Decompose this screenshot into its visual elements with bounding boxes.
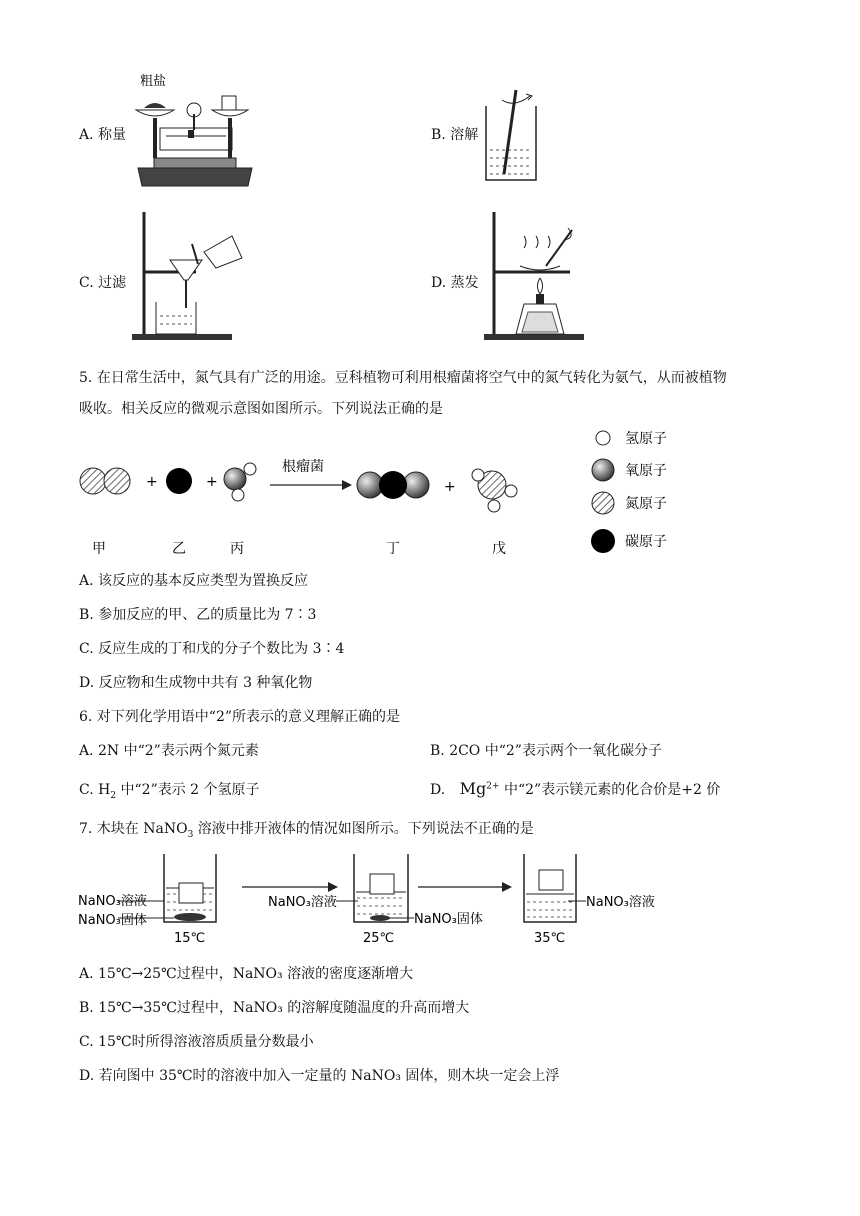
q6-stem: 6. 对下列化学用语中“2”所表示的意义理解正确的是 [79,709,401,725]
sol-label-3: NaNO₃溶液 [586,895,655,910]
name-wu: 戊 [492,541,506,557]
temp-1: 15℃ [174,931,206,946]
q5-option-c: C. 反应生成的丁和戊的分子个数比为 3∶4 [79,641,345,657]
q6-c-post: 中“2”表示 2 个氢原子 [116,782,260,798]
q7-option-d: D. 若向图中 35℃时的溶液中加入一定量的 NaNO₃ 固体，则木块一定会上浮 [79,1068,560,1084]
q6-option-a: A. 2N 中“2”表示两个氮元素 [79,743,259,759]
name-ding: 丁 [386,541,400,557]
q7-stem-sub: 3 [187,829,194,840]
solid-label-1: NaNO₃固体 [78,913,147,928]
legend-oxygen: 氧原子 [625,463,667,479]
evaporation-figure [480,208,590,342]
beaker-15c [164,854,216,922]
crude-salt-label: 粗盐 [140,74,167,89]
molecule-yi [166,468,192,494]
sol-label-2: NaNO₃溶液 [268,895,337,910]
q6-c-pre: C. H [79,782,111,798]
name-jia: 甲 [92,541,106,557]
beaker-diagram [78,850,718,946]
option-d-label: D. 蒸发 [431,275,479,291]
plus-3: + [444,479,456,495]
molecule-jia [80,468,130,494]
molecule-bing [224,463,256,501]
q6-option-c [79,779,260,801]
q6-d-symbol: Mg [459,779,487,798]
plus-1: + [146,474,158,490]
q5-option-b: B. 参加反应的甲、乙的质量比为 7∶3 [79,607,317,623]
name-yi: 乙 [172,541,186,557]
q7-stem-pre: 7. 木块在 NaNO [79,821,188,837]
legend [591,431,667,553]
q6-c-sub: 2 [110,790,117,801]
q5-option-a: A. 该反应的基本反应类型为置换反应 [79,573,309,589]
name-bing: 丙 [230,541,244,557]
legend-carbon: 碳原子 [625,534,667,550]
reaction-diagram [70,425,770,565]
legend-nitrogen: 氮原子 [625,496,667,512]
q5-stem-line1: 5. 在日常生活中，氮气具有广泛的用途。豆科植物可利用根瘤菌将空气中的氮气转化为氨气，从而被植物 [79,370,727,386]
temp-3: 35℃ [534,931,566,946]
q7-option-a: A. 15℃→25℃过程中，NaNO₃ 溶液的密度逐渐增大 [79,966,414,982]
balance-figure [130,70,260,192]
q6-d-pre: D. [430,782,450,798]
q7-option-c: C. 15℃时所得溶液溶质质量分数最小 [79,1034,314,1050]
arrow-label: 根瘤菌 [282,459,324,475]
q6-option-d [430,779,720,799]
q5-stem-line2: 吸收。相关反应的微观示意图如图所示。下列说法正确的是 [79,401,443,417]
beaker-25c [354,854,408,922]
q6-d-post: 中“2”表示镁元素的化合价是+2 价 [499,782,721,798]
plus-2: + [206,474,218,490]
q6-option-b: B. 2CO 中“2”表示两个一氧化碳分子 [430,743,662,759]
option-a-label: A. 称量 [79,127,127,143]
molecule-wu [472,469,517,512]
option-c-label: C. 过滤 [79,275,127,291]
molecule-ding [357,471,429,499]
q6-d-sup: 2+ [486,781,500,792]
filtration-figure [126,208,246,342]
solid-label-2: NaNO₃固体 [414,912,483,927]
beaker-35c [524,854,576,922]
legend-hydrogen: 氢原子 [625,431,667,447]
q7-option-b: B. 15℃→35℃过程中，NaNO₃ 的溶解度随温度的升高而增大 [79,1000,470,1016]
q7-stem-post: 溶液中排开液体的情况如图所示。下列说法不正确的是 [193,821,534,837]
q7-stem [79,818,534,840]
q5-option-d: D. 反应物和生成物中共有 3 种氧化物 [79,675,313,691]
temp-2: 25℃ [363,931,395,946]
sol-label-1: NaNO₃溶液 [78,894,147,909]
option-b-label: B. 溶解 [431,127,479,143]
dissolve-beaker-figure [480,82,550,186]
